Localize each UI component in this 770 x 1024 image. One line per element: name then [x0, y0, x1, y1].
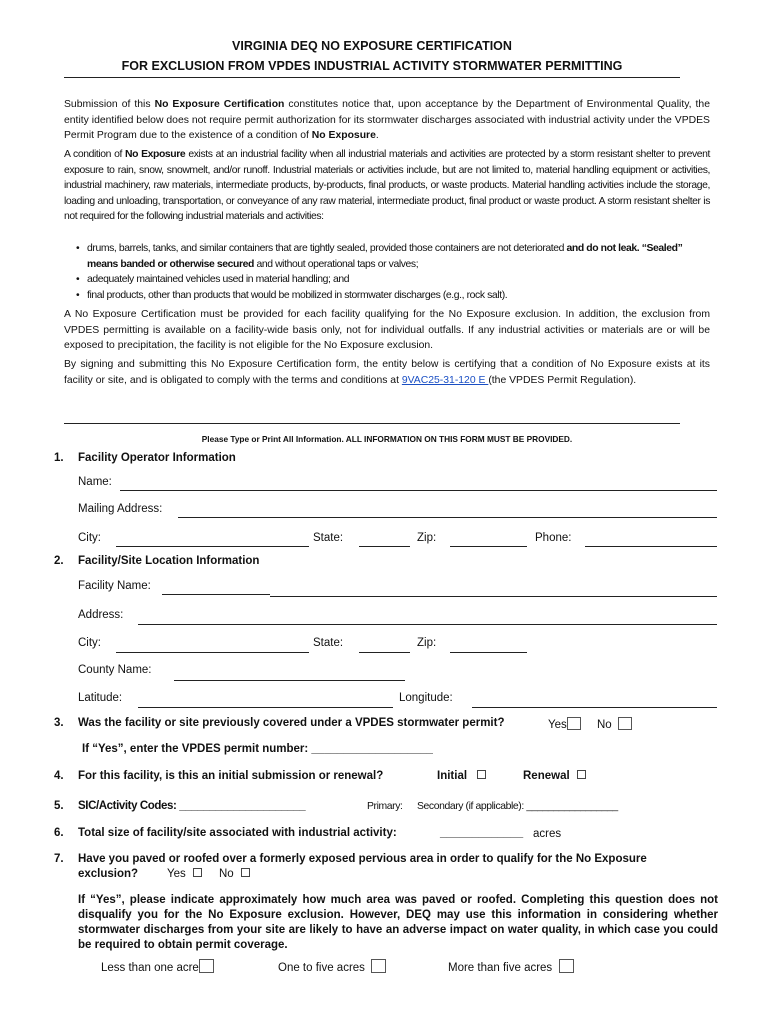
operator-zip-field[interactable]	[450, 546, 527, 547]
list-item: • adequately maintained vehicles used in material handling; and	[76, 272, 710, 288]
facility-address-field[interactable]	[138, 624, 717, 625]
list-item	[76, 241, 710, 272]
renewal-option	[523, 770, 586, 782]
text: exists at an industrial facility when all industrial materials and activities are protected by a storm resistant shelter to prevent exposure to rain, snow, snowmelt, and/or runoff. Industrial materials or activities include, but are not limited to, material handling equipment or activities, industrial machinery, raw materials, intermediate products, by-products, final products, or waste products. Material handling activities include the storage, loading and unloading, transportation, or conveyance of any raw material, intermediate product, final product or waste product. A storm resistant shelter is not required for the following industrial materials and activities:	[64, 149, 711, 223]
renewal-checkbox[interactable]	[577, 770, 586, 779]
permit-number-prompt: If “Yes”, enter the VPDES permit number: ___________________	[82, 743, 433, 755]
county-field[interactable]	[174, 680, 405, 681]
text: constitutes notice that, upon acceptance by the Department of Environmental Quality, the entity identified below does not require permit authorization for its stormwater discharges associated with industrial activity under the VPDES Permit Program due to the existence of a condition of	[64, 99, 710, 142]
area-less-than-one-checkbox[interactable]	[199, 959, 214, 973]
intro-paragraph-3: A No Exposure Certification must be provided for each facility qualifying for the No Exposure exclusion. In addition, the exclusion from VPDES permitting is available on a facility-wide basis only, not for individual outfalls. If any industrial activities or materials are or will be exposed to precipitation, the facility is not eligible for the No Exposure exclusion.	[64, 309, 710, 352]
paved-yes-option	[167, 868, 202, 880]
submission-type-question: For this facility, is this an initial submission or renewal?	[78, 770, 384, 782]
regulation-link[interactable]: 9VAC25-31-120 E	[401, 374, 489, 386]
longitude-label: Longitude:	[399, 692, 453, 704]
section-number: 5.	[54, 800, 64, 812]
area-option-one-to-five	[278, 959, 386, 974]
prior-permit-no-checkbox[interactable]	[618, 717, 632, 730]
operator-city-field[interactable]	[116, 546, 309, 547]
initial-checkbox[interactable]	[477, 770, 486, 779]
paved-area-question: Have you paved or roofed over a formerly exposed pervious area in order to qualify for the No Exposure	[78, 853, 647, 865]
section-number: 6.	[54, 827, 64, 839]
operator-state-field[interactable]	[359, 546, 410, 547]
operator-phone-field[interactable]	[585, 546, 717, 547]
sic-codes-label: SIC/Activity Codes: _____________________	[78, 800, 306, 812]
yes-label: Yes	[548, 719, 567, 731]
option-label: Less than one acre	[101, 962, 199, 974]
latitude-label: Latitude:	[78, 692, 123, 704]
prior-permit-no-option	[597, 717, 632, 731]
text-bold: No Exposure Certification	[154, 99, 285, 110]
no-label: No	[597, 719, 612, 731]
text: and without operational taps or valves;	[253, 258, 419, 270]
form-title: VIRGINIA DEQ NO EXPOSURE CERTIFICATION	[232, 39, 512, 53]
form-subtitle: FOR EXCLUSION FROM VPDES INDUSTRIAL ACTIVITY STORMWATER PERMITTING	[121, 59, 623, 73]
paved-yes-checkbox[interactable]	[193, 868, 202, 877]
paved-no-checkbox[interactable]	[241, 868, 250, 877]
text: Submission of this	[64, 99, 155, 110]
operator-phone-label: Phone:	[535, 532, 572, 544]
facility-name-label: Facility Name:	[78, 580, 151, 592]
facility-name-field[interactable]	[162, 594, 270, 595]
area-one-to-five-checkbox[interactable]	[371, 959, 386, 973]
shelter-exceptions-list	[76, 241, 710, 303]
yes-label: Yes	[167, 868, 186, 880]
facility-zip-label: Zip:	[417, 637, 437, 649]
text: By signing and submitting this No Exposure Certification form, the entity below is certifying that a condition of No Exposure exists at its facility or site, and is obligated to comply with the terms and conditions at	[64, 359, 710, 386]
operator-name-field[interactable]	[120, 490, 717, 491]
option-label: One to five acres	[278, 962, 365, 974]
section-number: 4.	[54, 770, 64, 782]
section-heading-location: Facility/Site Location Information	[78, 555, 260, 567]
text: .	[375, 130, 379, 142]
text-bold: and do not leak. “Sealed” means banded or otherwise secured	[87, 243, 683, 270]
title-rule	[64, 77, 680, 78]
sic-secondary-label: Secondary (if applicable): _________________	[417, 801, 618, 812]
area-option-more-than-five	[448, 959, 574, 974]
text-bold: No Exposure	[125, 149, 186, 160]
area-option-less-than-one	[101, 959, 214, 974]
facility-size-field[interactable]: _____________	[440, 827, 524, 839]
renewal-label: Renewal	[523, 770, 570, 782]
operator-city-label: City:	[78, 532, 101, 544]
facility-name-field-ext[interactable]	[270, 596, 717, 597]
section-rule	[64, 423, 680, 424]
operator-mailing-label: Mailing Address:	[78, 503, 163, 515]
intro-paragraph-4	[64, 357, 710, 388]
option-label: More than five acres	[448, 962, 553, 974]
prior-permit-yes-checkbox[interactable]	[567, 717, 581, 730]
operator-zip-label: Zip:	[417, 532, 437, 544]
section-number: 1.	[54, 452, 64, 464]
latitude-field[interactable]	[138, 707, 393, 708]
facility-city-label: City:	[78, 637, 101, 649]
facility-state-label: State:	[313, 637, 344, 649]
facility-address-label: Address:	[78, 609, 124, 621]
paved-area-note: If “Yes”, please indicate approximately how much area was paved or roofed. Completing this question does not disqualify you for the No Exposure exclusion. However, DEQ may use this information in considering whether stormwater discharges from your site are likely to have an adverse impact on water quality, in which case you could be required to obtain permit coverage.	[78, 894, 718, 951]
paved-no-option	[219, 868, 250, 880]
section-number: 7.	[54, 853, 64, 865]
facility-state-field[interactable]	[359, 652, 410, 653]
initial-label: Initial	[437, 770, 468, 782]
prior-permit-question: Was the facility or site previously covered under a VPDES stormwater permit?	[78, 717, 505, 729]
operator-state-label: State:	[313, 532, 344, 544]
initial-option	[437, 770, 486, 782]
text: (the VPDES Permit Regulation).	[488, 374, 637, 386]
text: A condition of	[64, 149, 126, 160]
intro-paragraph-2	[64, 147, 710, 225]
text-bold: No Exposure	[311, 130, 376, 142]
area-more-than-five-checkbox[interactable]	[559, 959, 574, 973]
intro-paragraph-1	[64, 97, 710, 144]
sic-primary-label: Primary:	[367, 801, 403, 812]
no-label: No	[219, 868, 234, 880]
list-item: • final products, other than products that would be mobilized in stormwater discharges (e.g., rock salt).	[76, 288, 710, 304]
form-instructions: Please Type or Print All Information. ALL INFORMATION ON THIS FORM MUST BE PROVIDED.	[201, 434, 573, 444]
section-number: 2.	[54, 555, 64, 567]
operator-name-label: Name:	[78, 476, 112, 488]
facility-zip-field[interactable]	[450, 652, 527, 653]
county-label: County Name:	[78, 664, 152, 676]
text: drums, barrels, tanks, and similar containers that are tightly sealed, provided those containers are not deteriorated	[87, 243, 567, 254]
prior-permit-yes-option	[548, 717, 581, 731]
longitude-field[interactable]	[472, 707, 717, 708]
section-number: 3.	[54, 717, 64, 729]
paved-area-question-cont: exclusion?	[78, 868, 139, 880]
facility-size-unit: acres	[533, 828, 562, 840]
operator-mailing-field[interactable]	[178, 517, 717, 518]
facility-city-field[interactable]	[116, 652, 309, 653]
facility-size-label: Total size of facility/site associated with industrial activity:	[78, 827, 397, 839]
section-heading-operator: Facility Operator Information	[78, 452, 236, 464]
